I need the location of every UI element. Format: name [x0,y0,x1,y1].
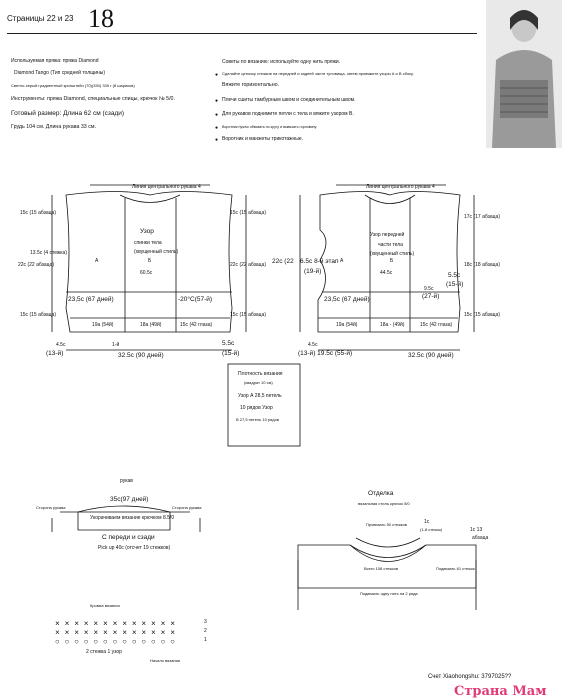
gauge-title: Плотность вязания [238,371,283,377]
page-range: Страницы 22 и 23 [7,14,74,23]
back-title: Узор [140,228,154,235]
tools-line: Инструменты: пряжа Diamond, специальные спицы, крючок № 5/0. [11,96,175,102]
chart-label: 2 стежка 1 узор [86,649,122,655]
back-b3: 1-й [112,342,120,348]
bullet-icon: ● [215,72,219,78]
front-l2: 6.5с 8-й этап [300,258,339,265]
bullet-icon: ● [215,112,219,118]
tip-4: Для рукавов поднимите петли с тела и вяжите узором B. [222,111,354,117]
finish-c1b: (1-й стежок) [420,527,443,532]
chart-title: Кромка вязания [90,603,120,608]
front-b1: 4.5с [308,342,318,348]
gauge-l2: 10 рядов Узор [240,405,273,411]
yarn-name: Diamond Tango (Тип средней толщины) [14,70,106,76]
sleeve-title: рукав [120,478,133,484]
chart-row-3: 3 [204,619,207,625]
front-n3: 9.5с [424,286,434,292]
front-top-label: Линия центрального рукава 4 [366,184,435,190]
finish-c1: 1с [424,519,430,525]
front-l1: 22с (22 [272,258,294,265]
front-n4: (27-й) [422,293,440,300]
front-r0: 17с (17 абзаца) [464,214,500,220]
back-l2: 13.5с (4 стежка) [30,250,68,256]
back-m2: -20°С(57-й) [178,296,213,303]
front-r2: 15с (15 абзаца) [464,312,500,318]
bullet-icon: ● [215,125,219,131]
front-b: Б [390,258,394,264]
pattern-number: 18 [88,4,114,33]
sleeve-bottom: С переди и сзади [102,534,155,541]
back-p2: 18а (49й) [140,322,162,328]
tip-1: Сделайте цепочку стежков на передней и задней части туловища, затем провяжите узоры А и В сбоку. [222,71,414,76]
finish-joint: Подвязать одну нить на 2 ряда [360,591,418,596]
front-n1: 5.5с [448,272,461,279]
back-note: (хвущенный стиль) [134,249,179,255]
sleeve-side-left: Сторона рукава [36,505,66,510]
svg-text:○ ○ ○ ○ ○ ○ ○ ○ ○ ○ ○ ○ ○: ○ ○ ○ ○ ○ ○ ○ ○ ○ ○ ○ ○ ○ [55,638,176,647]
sleeve-side-right: Сторона рукава [172,505,202,510]
tips-title: Советы по вязанию: используйте одну нить пряжи. [222,59,341,65]
front-m1: 23,5с (67 дней) [324,296,370,303]
front-p2: 18а - (49й) [380,322,405,328]
front-note: (хвущенный стиль) [370,251,415,257]
chart-row-2: 2 [204,628,207,634]
back-b6: (15-й) [222,350,240,357]
tip-3: Плечи сшиты тамбурным швом и соединительным швом. [222,97,356,103]
yarn-color: Светло-серый градиентный кронштейн (70)(330) 339 г (8 шариков) [11,83,135,88]
back-b5: 5.5с [222,340,235,347]
svg-text:× × × × × × × × × × × × ×: × × × × × × × × × × × × × [55,629,176,638]
chart-row-1: 1 [204,637,207,643]
back-r2: 22с (22 абзаца) [230,262,266,268]
sleeve-mid: Укорачиваем вязание крючком 8.5/0 [90,515,175,521]
back-l4: 15с (15 абзаца) [20,312,56,318]
back-b4: 32.5с (90 дней) [118,352,164,359]
sleeve-pick: Pick up 40c (отсчет 19 стежков) [98,545,171,551]
front-r1: 18с (18 абзаца) [464,262,500,268]
back-width: 60.5с [140,270,153,276]
back-p3: 15с (42 глаза) [180,322,213,328]
bullet-icon: ● [215,137,219,143]
yarn-line: Используемая пряжа: пряжа Diamond [11,58,99,64]
front-b4: 32.5с (90 дней) [408,352,454,359]
finish-sub: вязальная стиль крючок 5/0 [358,501,410,506]
front-n2: (15-й) [446,281,464,288]
front-p3: 15с (42 глаза) [420,322,453,328]
back-r1: 15с (15 абзаца) [230,210,266,216]
chart-note: Начало вязания [150,658,180,663]
bust-line: Грудь 104 см. Длина рукава 33 см. [11,124,96,130]
sleeve-top: 35с(97 дней) [110,496,149,503]
tip-6: Воротник и манжеты трикотажные. [222,136,304,142]
finish-stitches: Всего 108 стежков [364,566,399,571]
size-line: Готовый размер: Длина 62 см (сзади) [11,110,125,117]
gauge-sub: (квадрат 10 см) [244,380,273,385]
back-b1: 4.5с [56,342,66,348]
bullet-icon: ● [215,98,219,104]
back-m1: 23,5с (67 дней) [68,296,114,303]
front-width: 44.5с [380,270,393,276]
finish-c2: 1с 13 [470,527,483,533]
gauge-l1: Узор А 28,5 петель [238,393,282,399]
back-l3: 22с (22 абзаца) [18,262,54,268]
front-a: А [340,258,344,264]
back-a: А [95,258,99,264]
back-sub: спинки тела [134,240,162,246]
tip-2: Вяжите горизонтально. [222,82,280,88]
account-text: Счет Xiaohongshu: 3797025?? [428,674,512,680]
front-title: Узор передней [370,232,405,238]
svg-text:× × × × × × × × × × × × ×: × × × × × × × × × × × × × [55,620,176,629]
back-top-label: Линия центрального рукава 4 [132,184,201,190]
front-p1: 19а (54й) [336,322,358,328]
front-b2: (13-й) 19.5с (55-й) [298,350,353,357]
tip-5: Воротник нужно обвязать по кругу и вывязать горловину. [222,125,318,129]
back-p1: 19а (54й) [92,322,114,328]
finish-sleeve: Подвязать 61 стежок [436,566,475,571]
finish-title: Отделка [368,490,394,497]
back-l1: 15с (15 абзаца) [20,210,56,216]
back-r3: 15с (15 абзаца) [230,312,266,318]
front-sub: части тела [378,242,403,248]
back-b: Б [148,258,152,264]
back-b2: (13-й) [46,350,64,357]
finish-collar: Провязать 50 стежков [366,522,407,527]
finish-c2b: абзаца [472,535,489,541]
gauge-l3: В 27,5 петель 10 рядов [236,417,279,422]
site-logo: Страна Мам [454,684,547,699]
front-l3: (19-й) [304,268,322,275]
